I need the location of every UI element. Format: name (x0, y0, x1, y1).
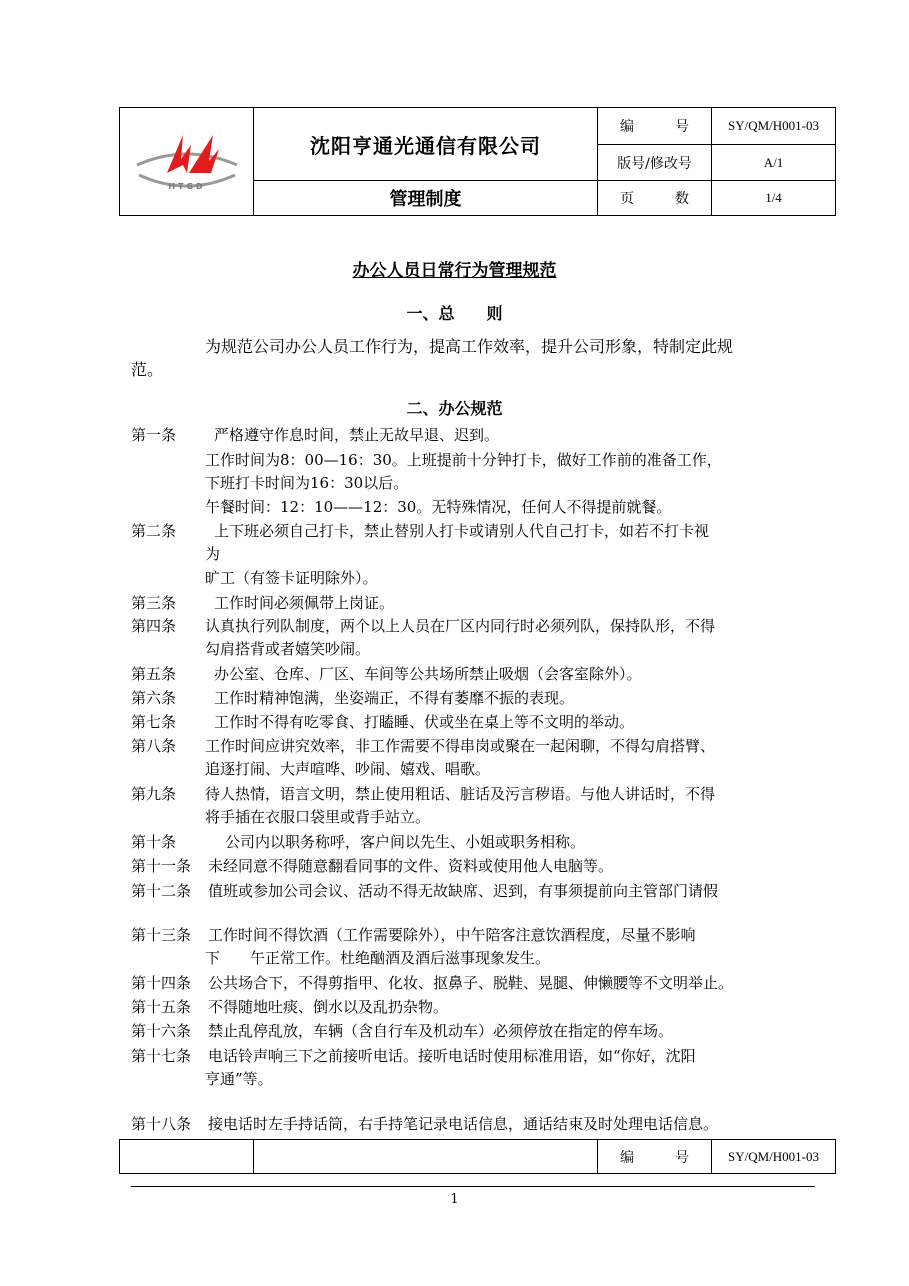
rule-text: 将手插在衣服口袋里或背手站立。 (205, 808, 431, 826)
rule-number: 第八条 (131, 737, 177, 755)
rule-number: 第五条 (131, 665, 177, 683)
rule-number: 第三条 (131, 594, 177, 612)
rule-number: 第十五条 (131, 998, 192, 1016)
doc-type: 管理制度 (254, 181, 598, 216)
page-number: 1 (450, 1192, 459, 1207)
rule-text: 未经同意不得随意翻看同事的文件、资料或使用他人电脑等。 (208, 857, 614, 875)
rule-number: 第四条 (131, 617, 177, 635)
section-heading-office-rules: 二、办公规范 (406, 399, 503, 418)
rule-text: 工作时间应讲究效率，非工作需要不得串岗或聚在一起闲聊，不得勾肩搭臂、 (205, 737, 716, 755)
doc-number-value: SY/QM/H001-03 (712, 108, 836, 145)
footer-doc-number-value: SY/QM/H001-03 (712, 1140, 836, 1174)
company-logo (127, 115, 247, 205)
rule-number: 第九条 (131, 785, 177, 803)
rule-text: 工作时不得有吃零食、打瞌睡、伏或坐在桌上等不文明的举动。 (214, 713, 635, 731)
rule-text: 追逐打闹、大声喧哗、吵闹、嬉戏、唱歌。 (205, 760, 491, 778)
doc-number-label: 编 号 (598, 108, 712, 145)
rule-text: 午餐时间：12：10——12：30。无特殊情况，任何人不得提前就餐。 (205, 498, 672, 516)
rule-text: 下班打卡时间为16：30以后。 (205, 474, 409, 492)
version-label: 版号/修改号 (598, 145, 712, 181)
rule-number: 第十八条 (131, 1115, 192, 1133)
footer-table (119, 1139, 836, 1174)
section-heading-general: 一、总 则 (406, 304, 503, 323)
rule-number: 第十二条 (131, 882, 192, 900)
rule-text: 下 午正常工作。杜绝酗酒及酒后滋事现象发生。 (205, 949, 551, 967)
rule-number: 第二条 (131, 522, 177, 540)
logo-cell (120, 108, 254, 216)
company-name: 沈阳亨通光通信有限公司 (254, 108, 598, 181)
rule-text: 上下班必须自己打卡，禁止替别人打卡或请别人代自己打卡，如若不打卡视 (214, 522, 710, 540)
rule-text: 禁止乱停乱放，车辆（含自行车及机动车）必须停放在指定的停车场。 (208, 1022, 674, 1040)
rule-text: 旷工（有签卡证明除外）。 (205, 569, 378, 587)
rule-text: 亨通”等。 (205, 1070, 273, 1088)
rule-text: 值班或参加公司会议、活动不得无故缺席、迟到，有事须提前向主管部门请假 (208, 882, 719, 900)
document-title: 办公人员日常行为管理规范 (352, 261, 557, 281)
version-value: A/1 (712, 145, 836, 181)
rule-text: 工作时精神饱满，坐姿端正，不得有萎靡不振的表现。 (214, 689, 575, 707)
rule-text: 工作时间不得饮酒（工作需要除外），中午陪客注意饮酒程度，尽量不影响 (208, 926, 696, 944)
rule-number: 第十六条 (131, 1022, 192, 1040)
header-table (119, 107, 836, 216)
rule-text: 勾肩搭背或者嬉笑吵闹。 (205, 640, 371, 658)
page-count-label: 页 数 (598, 181, 712, 216)
rule-text: 工作时间为8：00—16：30。上班提前十分钟打卡，做好工作前的准备工作， (205, 451, 722, 469)
rule-text: 认真执行列队制度，两个以上人员在厂区内同行时必须列队，保持队形，不得 (205, 617, 716, 635)
rule-text: 办公室、仓库、厂区、车间等公共场所禁止吸烟（会客室除外）。 (214, 665, 642, 683)
footer-empty-cell (254, 1140, 598, 1174)
rule-number: 第十一条 (131, 857, 192, 875)
rule-text: 公司内以职务称呼，客户间以先生、小姐或职务相称。 (225, 833, 586, 851)
rule-number: 第十三条 (131, 926, 192, 944)
rule-number: 第六条 (131, 689, 177, 707)
footer-doc-number-label: 编 号 (598, 1140, 712, 1174)
footer-divider (131, 1186, 815, 1187)
rule-text: 严格遵守作息时间，禁止无故早退、迟到。 (214, 426, 500, 444)
rule-number: 第十七条 (131, 1047, 192, 1065)
footer-empty-cell (120, 1140, 254, 1174)
rule-text: 公共场合下，不得剪指甲、化妆、抠鼻子、脱鞋、晃腿、伸懒腰等不文明举止。 (208, 974, 734, 992)
rule-text: 接电话时左手持话筒，右手持笔记录电话信息，通话结束及时处理电话信息。 (208, 1115, 719, 1133)
rule-text: 为 (205, 545, 221, 563)
rule-text: 不得随地吐痰、倒水以及乱扔杂物。 (208, 998, 449, 1016)
rule-number: 第十条 (131, 833, 177, 851)
rule-number: 第一条 (131, 426, 177, 444)
rule-number: 第十四条 (131, 974, 192, 992)
logo-text: HTGD (167, 181, 206, 191)
rule-text: 工作时间必须佩带上岗证。 (214, 594, 395, 612)
intro-paragraph-line: 为规范公司办公人员工作行为，提高工作效率，提升公司形象，特制定此规 (205, 337, 734, 356)
rule-text: 电话铃声响三下之前接听电话。接听电话时使用标准用语，如“你好，沈阳 (208, 1047, 696, 1065)
intro-paragraph-line: 范。 (131, 360, 164, 379)
rule-text: 待人热情，语言文明，禁止使用粗话、脏话及污言秽语。与他人讲话时，不得 (205, 785, 716, 803)
rule-number: 第七条 (131, 713, 177, 731)
page-count-value: 1/4 (712, 181, 836, 216)
